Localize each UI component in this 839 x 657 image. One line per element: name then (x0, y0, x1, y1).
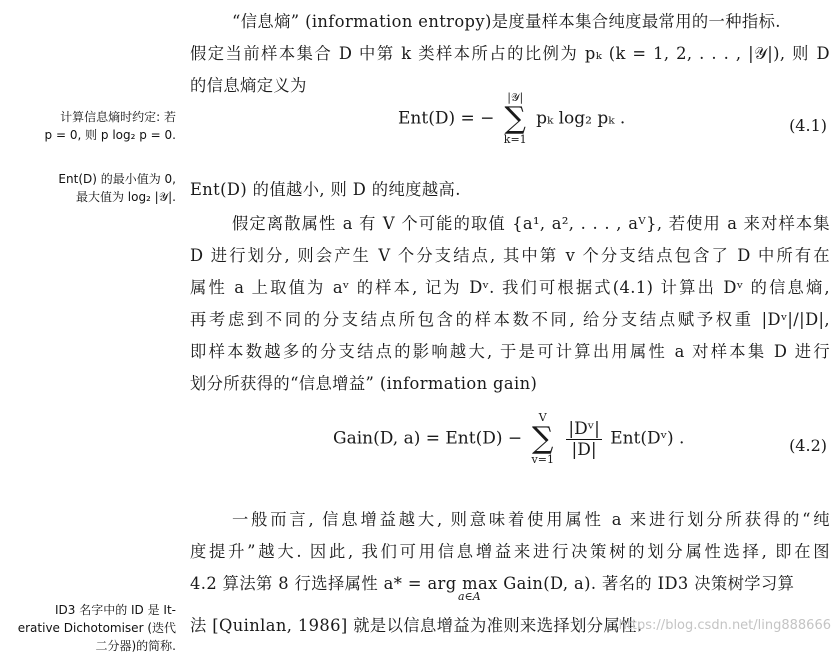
summation-symbol: V ∑ v=1 (531, 411, 554, 466)
body-line: D 进行划分, 则会产生 V 个分支结点, 其中第 v 个分支结点包含了 D 中所有在 (190, 246, 830, 265)
watermark: https://blog.csdn.net/ling888666 (618, 618, 831, 633)
fraction-numerator: |Dᵛ| (568, 418, 600, 439)
fraction-denominator: |D| (571, 439, 597, 460)
body-line: 4.2 算法第 8 行选择属性 a* = arg max Gain(D, a). 著名的 ID3 决策树学习算 (190, 574, 795, 593)
equation-entropy (398, 92, 625, 146)
body-line: 假定当前样本集合 D 中第 k 类样本所占的比例为 pₖ (k = 1, 2, . . . , |𝒴|), 则 D (190, 44, 830, 63)
body-line: 假定离散属性 a 有 V 个可能的取值 {a¹, a², . . . , aⱽ}, 若使用 a 来对样本集 (232, 214, 830, 233)
body-line: 即样本数越多的分支结点的影响越大, 于是可计算出用属性 a 对样本集 D 进行 (190, 342, 830, 361)
margin-note-line: 最大值为 log₂ |𝒴|. (75, 190, 176, 204)
margin-note-line: Ent(D) 的最小值为 0, (58, 172, 176, 186)
sum-lower-limit: v=1 (531, 453, 554, 466)
margin-note-id3-name (0, 601, 176, 655)
sum-lower-limit: k=1 (503, 133, 527, 146)
equation-info-gain (333, 412, 684, 466)
margin-note-line: erative Dichotomiser (迭代 (17, 621, 176, 635)
sum-upper-limit: |𝒴| (507, 91, 524, 104)
weight-fraction (566, 419, 601, 460)
summation-symbol: |𝒴| ∑ k=1 (503, 91, 527, 146)
margin-note-line: ID3 名字中的 ID 是 It- (54, 603, 176, 617)
body-line: 的信息熵定义为 (190, 76, 307, 95)
body-line: “信息熵” (information entropy)是度量样本集合纯度最常用的一种指标. (232, 12, 781, 31)
equation-lhs: Gain(D, a) = Ent(D) − (333, 428, 523, 449)
margin-note-line: 计算信息熵时约定: 若 (60, 110, 176, 124)
equation-number: (4.1) (789, 116, 827, 135)
body-line: 划分所获得的“信息增益” (information gain) (190, 374, 538, 393)
body-line: 法 [Quinlan, 1986] 就是以信息增益为准则来选择划分属性. (190, 616, 643, 635)
equation-rhs: Ent(Dᵛ) . (610, 428, 685, 449)
sum-upper-limit: V (538, 411, 547, 424)
body-line: 度提升”越大. 因此, 我们可用信息增益来进行决策树的划分属性选择, 即在图 (190, 542, 830, 561)
margin-note-entropy-convention (0, 108, 176, 144)
argmax-subscript: a∈A (458, 590, 481, 603)
body-line: Ent(D) 的值越小, 则 D 的纯度越高. (190, 180, 461, 199)
body-line: 一般而言, 信息增益越大, 则意味着使用属性 a 来进行划分所获得的“纯 (232, 510, 830, 529)
equation-rhs: pₖ log₂ pₖ . (536, 108, 626, 129)
margin-note-line: 二分器)的简称. (95, 639, 176, 653)
equation-lhs: Ent(D) = − (398, 108, 495, 129)
margin-note-entropy-range (0, 170, 176, 206)
body-line: 属性 a 上取值为 aᵛ 的样本, 记为 Dᵛ. 我们可根据式(4.1) 计算出 Dᵛ 的信息熵, (190, 278, 830, 297)
body-line: 再考虑到不同的分支结点所包含的样本数不同, 给分支结点赋予权重 |Dᵛ|/|D|, (190, 310, 830, 329)
equation-number: (4.2) (789, 436, 827, 455)
margin-note-line: p = 0, 则 p log₂ p = 0. (44, 128, 176, 142)
